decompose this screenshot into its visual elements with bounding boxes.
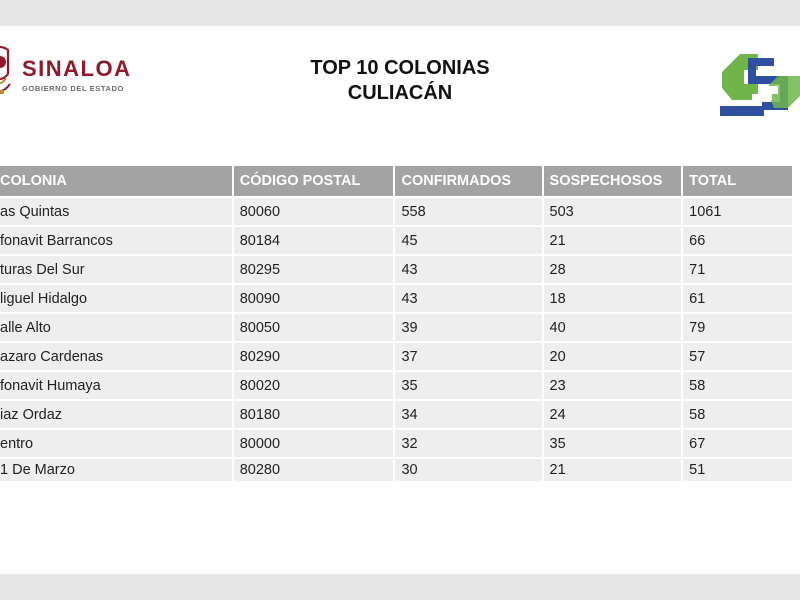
table-row (0, 312, 794, 341)
table-row (0, 225, 794, 254)
cell-colonia: iaz Ordaz (0, 399, 234, 428)
state-seal-icon (0, 44, 14, 102)
cell-confirmados: 45 (395, 225, 543, 254)
cell-colonia: as Quintas (0, 196, 234, 225)
column-header: COLONIA (0, 166, 234, 196)
cell-colonia: entro (0, 428, 234, 457)
cell-sospechosos: 24 (544, 399, 684, 428)
cell-sospechosos: 18 (544, 283, 684, 312)
logo-subtitle: GOBIERNO DEL ESTADO (22, 84, 124, 93)
cell-sospechosos: 503 (544, 196, 684, 225)
cell-total: 51 (683, 457, 794, 481)
cell-confirmados: 39 (395, 312, 543, 341)
cell-confirmados: 32 (395, 428, 543, 457)
cell-total: 61 (683, 283, 794, 312)
cell-sospechosos: 40 (544, 312, 684, 341)
cell-total: 67 (683, 428, 794, 457)
slide (0, 26, 800, 574)
logo-name: SINALOA (22, 56, 132, 81)
cell-confirmados: 35 (395, 370, 543, 399)
cell-confirmados: 34 (395, 399, 543, 428)
cell-confirmados: 30 (395, 457, 543, 481)
health-institute-logo-icon (718, 48, 800, 120)
cell-colonia: turas Del Sur (0, 254, 234, 283)
table-row (0, 254, 794, 283)
column-header: CONFIRMADOS (395, 166, 543, 196)
cell-sospechosos: 21 (544, 457, 684, 481)
cell-codigo-postal: 80000 (234, 428, 396, 457)
cell-total: 66 (683, 225, 794, 254)
cell-codigo-postal: 80280 (234, 457, 396, 481)
cell-colonia: fonavit Humaya (0, 370, 234, 399)
column-header: SOSPECHOSOS (544, 166, 684, 196)
cell-sospechosos: 28 (544, 254, 684, 283)
table-row (0, 399, 794, 428)
cell-codigo-postal: 80184 (234, 225, 396, 254)
cell-total: 1061 (683, 196, 794, 225)
cell-total: 57 (683, 341, 794, 370)
title-line-1: TOP 10 COLONIAS (310, 57, 490, 79)
cell-total: 58 (683, 370, 794, 399)
table-row (0, 341, 794, 370)
table-row (0, 283, 794, 312)
cell-total: 58 (683, 399, 794, 428)
column-header: TOTAL (683, 166, 794, 196)
cell-codigo-postal: 80060 (234, 196, 396, 225)
cell-total: 71 (683, 254, 794, 283)
cell-confirmados: 37 (395, 341, 543, 370)
cell-confirmados: 43 (395, 254, 543, 283)
cell-codigo-postal: 80180 (234, 399, 396, 428)
cell-codigo-postal: 80050 (234, 312, 396, 341)
cell-sospechosos: 20 (544, 341, 684, 370)
cell-colonia: 1 De Marzo (0, 457, 234, 481)
table-row (0, 428, 794, 457)
cell-codigo-postal: 80290 (234, 341, 396, 370)
title-line-2: CULIACÁN (347, 82, 453, 104)
cell-sospechosos: 21 (544, 225, 684, 254)
cell-confirmados: 43 (395, 283, 543, 312)
table-row (0, 196, 794, 225)
cell-codigo-postal: 80020 (234, 370, 396, 399)
cell-codigo-postal: 80090 (234, 283, 396, 312)
cell-sospechosos: 35 (544, 428, 684, 457)
table-header-row (0, 166, 794, 196)
colonias-table (0, 166, 794, 481)
cell-confirmados: 558 (395, 196, 543, 225)
sinaloa-logo (0, 44, 156, 106)
cell-codigo-postal: 80295 (234, 254, 396, 283)
column-header: CÓDIGO POSTAL (234, 166, 396, 196)
cell-colonia: alle Alto (0, 312, 234, 341)
cell-sospechosos: 23 (544, 370, 684, 399)
table-row (0, 457, 794, 481)
cell-colonia: azaro Cardenas (0, 341, 234, 370)
cell-colonia: fonavit Barrancos (0, 225, 234, 254)
cell-total: 79 (683, 312, 794, 341)
table-row (0, 370, 794, 399)
page-title (250, 56, 550, 106)
cell-colonia: liguel Hidalgo (0, 283, 234, 312)
